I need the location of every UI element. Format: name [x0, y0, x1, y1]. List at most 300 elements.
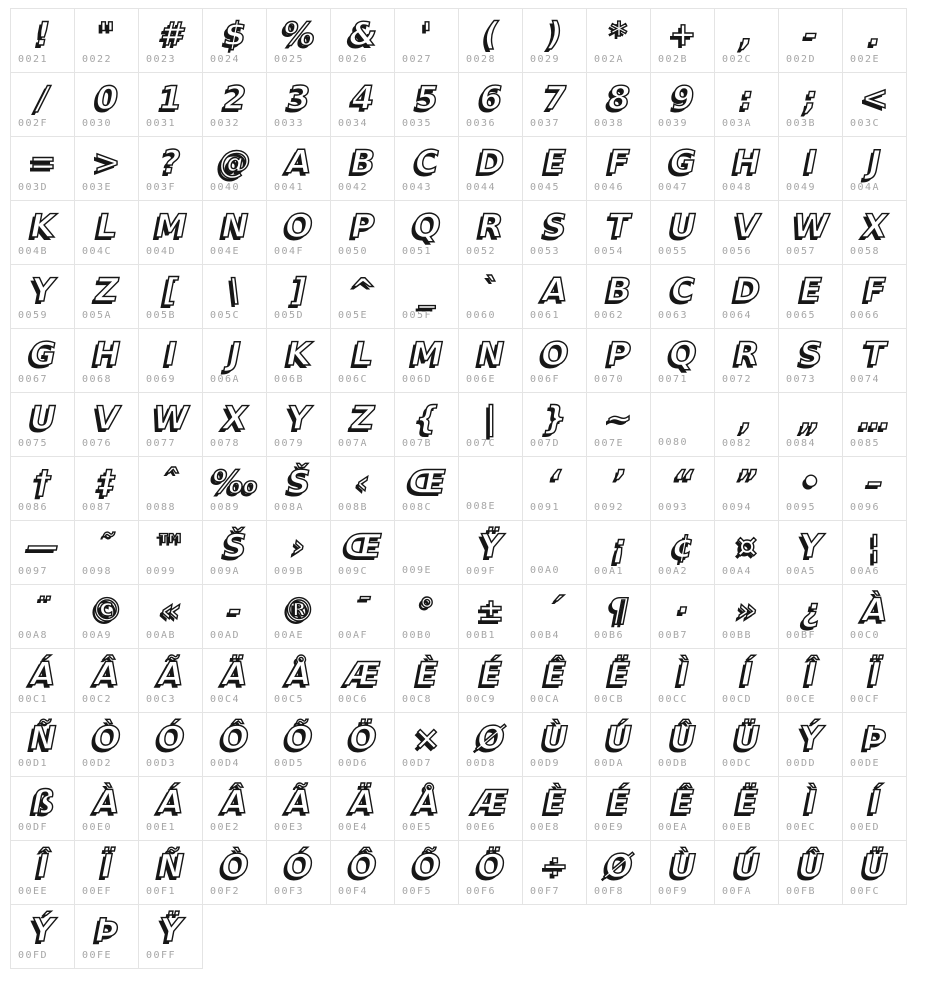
glyph-cell[interactable] — [650, 392, 715, 457]
glyph-cell[interactable] — [842, 72, 907, 137]
glyph-cell[interactable] — [522, 8, 587, 73]
glyph-cell[interactable] — [330, 72, 395, 137]
glyph-cell[interactable] — [202, 776, 267, 841]
glyph-cell[interactable] — [138, 840, 203, 905]
glyph-code-label: 0022 — [82, 54, 113, 65]
glyph-cell[interactable] — [714, 584, 779, 649]
glyph-cell[interactable] — [138, 200, 203, 265]
glyph-cell[interactable] — [202, 712, 267, 777]
glyph: ± — [477, 591, 504, 629]
glyph-cell[interactable] — [458, 520, 523, 585]
glyph-cell[interactable] — [714, 648, 779, 713]
glyph-cell[interactable] — [650, 648, 715, 713]
glyph-cell[interactable] — [10, 200, 75, 265]
glyph: Æ — [345, 655, 380, 693]
glyph-cell[interactable] — [586, 776, 651, 841]
glyph: • — [800, 463, 821, 501]
glyph — [651, 393, 714, 436]
glyph-cell[interactable] — [586, 648, 651, 713]
glyph-cell[interactable] — [778, 136, 843, 201]
glyph-cell[interactable] — [586, 520, 651, 585]
glyph-cell[interactable] — [778, 584, 843, 649]
glyph: ’ — [612, 463, 625, 501]
glyph-code-label: 0037 — [530, 118, 561, 129]
glyph-code-label: 00D3 — [146, 758, 177, 769]
glyph-cell[interactable] — [458, 8, 523, 73]
glyph-cell[interactable] — [714, 72, 779, 137]
glyph: © — [91, 591, 122, 629]
glyph-cell[interactable] — [522, 712, 587, 777]
glyph-cell[interactable] — [842, 200, 907, 265]
character-grid — [10, 8, 930, 969]
glyph: N — [221, 207, 248, 245]
glyph-cell[interactable] — [138, 8, 203, 73]
glyph-cell[interactable] — [202, 520, 267, 585]
glyph-cell[interactable] — [10, 904, 75, 969]
glyph-cell[interactable] — [394, 840, 459, 905]
glyph: 0 — [95, 79, 118, 117]
glyph-cell[interactable] — [842, 456, 907, 521]
glyph-code-label: 00F3 — [274, 886, 305, 897]
glyph-cell[interactable] — [330, 8, 395, 73]
glyph-cell[interactable] — [10, 648, 75, 713]
glyph-cell[interactable] — [458, 712, 523, 777]
glyph: « — [160, 591, 181, 629]
glyph-code-label: 0085 — [850, 438, 881, 449]
glyph-cell[interactable] — [266, 392, 331, 457]
glyph-code-label: 0071 — [658, 374, 689, 385]
glyph-cell[interactable] — [330, 328, 395, 393]
glyph-cell[interactable] — [842, 840, 907, 905]
glyph-cell[interactable] — [842, 712, 907, 777]
glyph-code-label: 006E — [466, 374, 497, 385]
glyph-cell[interactable] — [394, 72, 459, 137]
glyph-cell[interactable] — [586, 328, 651, 393]
glyph-cell[interactable] — [330, 648, 395, 713]
glyph: Ë — [736, 783, 757, 821]
glyph-cell[interactable] — [10, 136, 75, 201]
glyph-code-label: 00A9 — [82, 630, 113, 641]
glyph-cell[interactable] — [458, 72, 523, 137]
glyph-cell[interactable] — [586, 840, 651, 905]
glyph-cell[interactable] — [522, 520, 587, 585]
glyph-cell[interactable] — [586, 584, 651, 649]
glyph-cell[interactable] — [778, 264, 843, 329]
glyph-cell[interactable] — [74, 648, 139, 713]
glyph-cell[interactable] — [74, 328, 139, 393]
glyph-cell[interactable] — [650, 712, 715, 777]
glyph-cell[interactable] — [266, 520, 331, 585]
glyph-cell[interactable] — [266, 456, 331, 521]
glyph-cell[interactable] — [138, 520, 203, 585]
glyph-cell[interactable] — [138, 776, 203, 841]
glyph-cell[interactable] — [714, 520, 779, 585]
glyph: Ñ — [29, 719, 56, 757]
glyph-cell[interactable] — [138, 456, 203, 521]
glyph-cell[interactable] — [394, 8, 459, 73]
glyph-cell[interactable] — [842, 136, 907, 201]
glyph-cell[interactable] — [74, 520, 139, 585]
glyph-cell[interactable] — [650, 584, 715, 649]
glyph: / — [37, 79, 48, 117]
glyph-cell[interactable] — [266, 776, 331, 841]
glyph-cell[interactable] — [842, 328, 907, 393]
glyph-cell[interactable] — [458, 392, 523, 457]
glyph-code-label: 0053 — [530, 246, 561, 257]
glyph: – — [867, 463, 882, 501]
glyph-code-label: 0021 — [18, 54, 49, 65]
glyph-cell[interactable] — [458, 456, 523, 521]
glyph-cell[interactable] — [714, 776, 779, 841]
glyph: * — [610, 15, 627, 53]
glyph-cell[interactable] — [650, 200, 715, 265]
glyph: Ó — [285, 847, 312, 885]
glyph-cell[interactable] — [714, 712, 779, 777]
glyph: G — [29, 335, 56, 373]
glyph-cell[interactable] — [394, 520, 459, 585]
glyph-code-label: 0043 — [402, 182, 433, 193]
glyph-cell[interactable] — [394, 328, 459, 393]
glyph-cell[interactable] — [394, 584, 459, 649]
glyph-cell[interactable] — [138, 712, 203, 777]
glyph-cell[interactable] — [74, 200, 139, 265]
glyph-code-label: 0091 — [530, 502, 561, 513]
glyph-cell[interactable] — [714, 8, 779, 73]
grid-row — [10, 201, 930, 265]
glyph-cell[interactable] — [522, 840, 587, 905]
glyph-cell[interactable] — [586, 200, 651, 265]
glyph-cell[interactable] — [202, 456, 267, 521]
glyph-cell[interactable] — [138, 72, 203, 137]
glyph-cell[interactable] — [714, 392, 779, 457]
glyph-cell[interactable] — [202, 328, 267, 393]
glyph-cell[interactable] — [394, 712, 459, 777]
glyph-cell[interactable] — [522, 136, 587, 201]
glyph-cell[interactable] — [74, 264, 139, 329]
glyph-code-label: 0036 — [466, 118, 497, 129]
glyph: Ò — [221, 847, 248, 885]
glyph-cell[interactable] — [138, 392, 203, 457]
glyph: E — [544, 143, 565, 181]
glyph: Á — [158, 783, 183, 821]
glyph-cell[interactable] — [522, 328, 587, 393]
glyph-cell[interactable] — [330, 520, 395, 585]
glyph-cell[interactable] — [778, 456, 843, 521]
glyph-code-label: 009B — [274, 566, 305, 577]
glyph-cell[interactable] — [778, 200, 843, 265]
grid-row — [10, 905, 930, 969]
glyph-cell[interactable] — [202, 264, 267, 329]
glyph-code-label: 00A6 — [850, 566, 881, 577]
glyph-cell[interactable] — [522, 776, 587, 841]
glyph-cell[interactable] — [586, 456, 651, 521]
glyph-cell[interactable] — [778, 8, 843, 73]
grid-row — [10, 841, 930, 905]
glyph-code-label: 006C — [338, 374, 369, 385]
glyph-code-label: 00F2 — [210, 886, 241, 897]
glyph: ' — [422, 15, 431, 53]
glyph: 7 — [543, 79, 566, 117]
glyph: Å — [414, 783, 439, 821]
glyph-code-label: 00E4 — [338, 822, 369, 833]
glyph-cell[interactable] — [74, 136, 139, 201]
glyph-cell[interactable] — [778, 648, 843, 713]
glyph-cell[interactable] — [330, 776, 395, 841]
glyph: Q — [669, 335, 696, 373]
glyph: _ — [419, 271, 434, 309]
glyph-cell[interactable] — [138, 584, 203, 649]
glyph-cell[interactable] — [266, 840, 331, 905]
glyph-code-label: 008E — [466, 501, 497, 513]
glyph-cell[interactable] — [202, 648, 267, 713]
glyph-code-label: 00CF — [850, 694, 881, 705]
glyph-code-label: 0025 — [274, 54, 305, 65]
glyph: Ê — [544, 655, 565, 693]
glyph-cell[interactable] — [202, 584, 267, 649]
glyph-cell[interactable] — [10, 328, 75, 393]
glyph-code-label: 00F8 — [594, 886, 625, 897]
glyph-cell[interactable] — [202, 136, 267, 201]
glyph-cell[interactable] — [842, 648, 907, 713]
glyph-code-label: 0031 — [146, 118, 177, 129]
glyph-cell[interactable] — [842, 264, 907, 329]
glyph: Æ — [473, 783, 508, 821]
glyph-code-label: 007E — [594, 438, 625, 449]
glyph-cell[interactable] — [10, 840, 75, 905]
glyph: $ — [223, 15, 246, 53]
glyph-cell[interactable] — [778, 840, 843, 905]
glyph-cell[interactable] — [202, 200, 267, 265]
glyph-cell[interactable] — [330, 136, 395, 201]
glyph-cell[interactable] — [842, 8, 907, 73]
glyph-cell[interactable] — [10, 264, 75, 329]
glyph: » — [736, 591, 757, 629]
glyph: K — [30, 207, 55, 245]
glyph-code-label: 00FE — [82, 950, 113, 961]
glyph-cell[interactable] — [394, 136, 459, 201]
glyph: B — [350, 143, 375, 181]
glyph-cell[interactable] — [458, 200, 523, 265]
grid-row — [10, 713, 930, 777]
glyph-cell[interactable] — [650, 776, 715, 841]
glyph-cell[interactable] — [138, 264, 203, 329]
glyph-code-label: 00E9 — [594, 822, 625, 833]
glyph-cell[interactable] — [138, 648, 203, 713]
glyph-code-label: 0028 — [466, 54, 497, 65]
glyph-code-label: 00A0 — [530, 565, 561, 577]
glyph-cell[interactable] — [266, 584, 331, 649]
glyph-cell[interactable] — [458, 648, 523, 713]
glyph-cell[interactable] — [266, 264, 331, 329]
glyph-cell[interactable] — [778, 328, 843, 393]
glyph-cell[interactable] — [74, 584, 139, 649]
glyph: - — [228, 591, 241, 629]
glyph-cell[interactable] — [138, 136, 203, 201]
glyph-cell[interactable] — [714, 200, 779, 265]
glyph-cell[interactable] — [842, 584, 907, 649]
glyph-cell[interactable] — [330, 584, 395, 649]
glyph-code-label: 00FC — [850, 886, 881, 897]
glyph-cell[interactable] — [586, 136, 651, 201]
glyph-code-label: 008C — [402, 502, 433, 513]
glyph: = — [29, 143, 56, 181]
glyph-cell[interactable] — [458, 328, 523, 393]
glyph: ´ — [547, 591, 562, 629]
glyph-cell[interactable] — [650, 840, 715, 905]
glyph-code-label: 0055 — [658, 246, 689, 257]
glyph-code-label: 00D6 — [338, 758, 369, 769]
glyph-code-label: 0089 — [210, 502, 241, 513]
glyph-cell[interactable] — [394, 392, 459, 457]
glyph-code-label: 0061 — [530, 310, 561, 321]
glyph-cell[interactable] — [522, 584, 587, 649]
glyph-code-label: 00EE — [18, 886, 49, 897]
glyph: R — [478, 207, 503, 245]
glyph-cell[interactable] — [74, 72, 139, 137]
glyph-cell[interactable] — [522, 392, 587, 457]
glyph-cell[interactable] — [10, 776, 75, 841]
glyph-cell[interactable] — [74, 712, 139, 777]
glyph-cell[interactable] — [266, 72, 331, 137]
glyph-cell[interactable] — [714, 456, 779, 521]
glyph-cell[interactable] — [522, 264, 587, 329]
glyph-code-label: 0054 — [594, 246, 625, 257]
glyph-cell[interactable] — [394, 776, 459, 841]
glyph-cell[interactable] — [458, 264, 523, 329]
glyph-code-label: 00CB — [594, 694, 625, 705]
glyph-cell[interactable] — [266, 712, 331, 777]
glyph-cell[interactable] — [266, 8, 331, 73]
glyph: ¡ — [611, 527, 626, 565]
glyph-cell[interactable] — [714, 328, 779, 393]
glyph-cell[interactable] — [522, 456, 587, 521]
glyph-cell[interactable] — [650, 520, 715, 585]
glyph-cell[interactable] — [458, 776, 523, 841]
glyph-code-label: 00E1 — [146, 822, 177, 833]
glyph-cell[interactable] — [330, 840, 395, 905]
glyph-code-label: 00FD — [18, 950, 49, 961]
glyph: É — [480, 655, 501, 693]
glyph-cell[interactable] — [10, 584, 75, 649]
glyph-cell[interactable] — [842, 392, 907, 457]
glyph-cell[interactable] — [138, 328, 203, 393]
glyph: ‘ — [548, 463, 561, 501]
glyph-cell[interactable] — [586, 264, 651, 329]
glyph-cell[interactable] — [586, 712, 651, 777]
glyph-cell[interactable] — [650, 8, 715, 73]
glyph: “ — [672, 463, 693, 501]
glyph-cell[interactable] — [458, 584, 523, 649]
glyph-cell[interactable] — [330, 264, 395, 329]
glyph-cell[interactable] — [202, 392, 267, 457]
glyph-cell[interactable] — [74, 904, 139, 969]
glyph-cell[interactable] — [330, 392, 395, 457]
glyph-cell[interactable] — [522, 72, 587, 137]
glyph-code-label: 007C — [466, 438, 497, 449]
glyph-cell[interactable] — [74, 456, 139, 521]
glyph-cell[interactable] — [330, 712, 395, 777]
glyph-cell[interactable] — [74, 776, 139, 841]
glyph: Ì — [677, 655, 688, 693]
glyph-code-label: 0088 — [146, 502, 177, 513]
glyph-cell[interactable] — [714, 136, 779, 201]
glyph-cell[interactable] — [10, 520, 75, 585]
glyph: Â — [94, 655, 119, 693]
glyph-cell[interactable] — [458, 840, 523, 905]
glyph-cell[interactable] — [330, 200, 395, 265]
glyph: Þ — [863, 719, 886, 757]
glyph-cell[interactable] — [778, 392, 843, 457]
glyph-code-label: 00D4 — [210, 758, 241, 769]
glyph: ¤ — [736, 527, 757, 565]
glyph-code-label: 008A — [274, 502, 305, 513]
glyph-cell[interactable] — [202, 8, 267, 73]
glyph: D — [477, 143, 504, 181]
glyph-cell[interactable] — [266, 648, 331, 713]
glyph-cell[interactable] — [10, 8, 75, 73]
glyph-cell[interactable] — [522, 648, 587, 713]
glyph — [395, 521, 458, 564]
glyph-cell[interactable] — [458, 136, 523, 201]
glyph-cell[interactable] — [714, 264, 779, 329]
glyph-cell[interactable] — [330, 456, 395, 521]
glyph-code-label: 0098 — [82, 566, 113, 577]
glyph-code-label: 00C5 — [274, 694, 305, 705]
glyph-cell[interactable] — [138, 904, 203, 969]
glyph-cell[interactable] — [650, 72, 715, 137]
glyph-cell[interactable] — [650, 264, 715, 329]
glyph-cell[interactable] — [10, 456, 75, 521]
glyph-code-label: 0023 — [146, 54, 177, 65]
glyph-cell[interactable] — [650, 456, 715, 521]
glyph-cell[interactable] — [266, 200, 331, 265]
glyph-cell[interactable] — [10, 712, 75, 777]
glyph-cell[interactable] — [74, 392, 139, 457]
glyph-cell[interactable] — [394, 264, 459, 329]
glyph-cell[interactable] — [394, 456, 459, 521]
glyph-cell[interactable] — [778, 712, 843, 777]
glyph: ß — [31, 783, 54, 821]
glyph-cell[interactable] — [266, 328, 331, 393]
glyph: † — [35, 463, 50, 501]
glyph-cell[interactable] — [778, 776, 843, 841]
glyph-cell[interactable] — [650, 328, 715, 393]
glyph-cell[interactable] — [586, 8, 651, 73]
glyph-cell[interactable] — [522, 200, 587, 265]
glyph-cell[interactable] — [650, 136, 715, 201]
glyph-cell[interactable] — [266, 136, 331, 201]
glyph-cell[interactable] — [10, 72, 75, 137]
glyph: 8 — [607, 79, 630, 117]
glyph-cell[interactable] — [842, 520, 907, 585]
glyph-code-label: 0080 — [658, 437, 689, 449]
glyph-code-label: 009C — [338, 566, 369, 577]
glyph-cell[interactable] — [714, 840, 779, 905]
glyph-cell[interactable] — [778, 72, 843, 137]
glyph-cell[interactable] — [202, 72, 267, 137]
glyph-cell[interactable] — [394, 200, 459, 265]
glyph-code-label: 005C — [210, 310, 241, 321]
glyph-cell[interactable] — [202, 840, 267, 905]
glyph-cell[interactable] — [74, 840, 139, 905]
glyph-cell[interactable] — [842, 776, 907, 841]
glyph-cell[interactable] — [778, 520, 843, 585]
glyph-cell[interactable] — [10, 392, 75, 457]
glyph-cell[interactable] — [394, 648, 459, 713]
glyph-cell[interactable] — [586, 392, 651, 457]
glyph-cell[interactable] — [74, 8, 139, 73]
glyph-cell[interactable] — [586, 72, 651, 137]
